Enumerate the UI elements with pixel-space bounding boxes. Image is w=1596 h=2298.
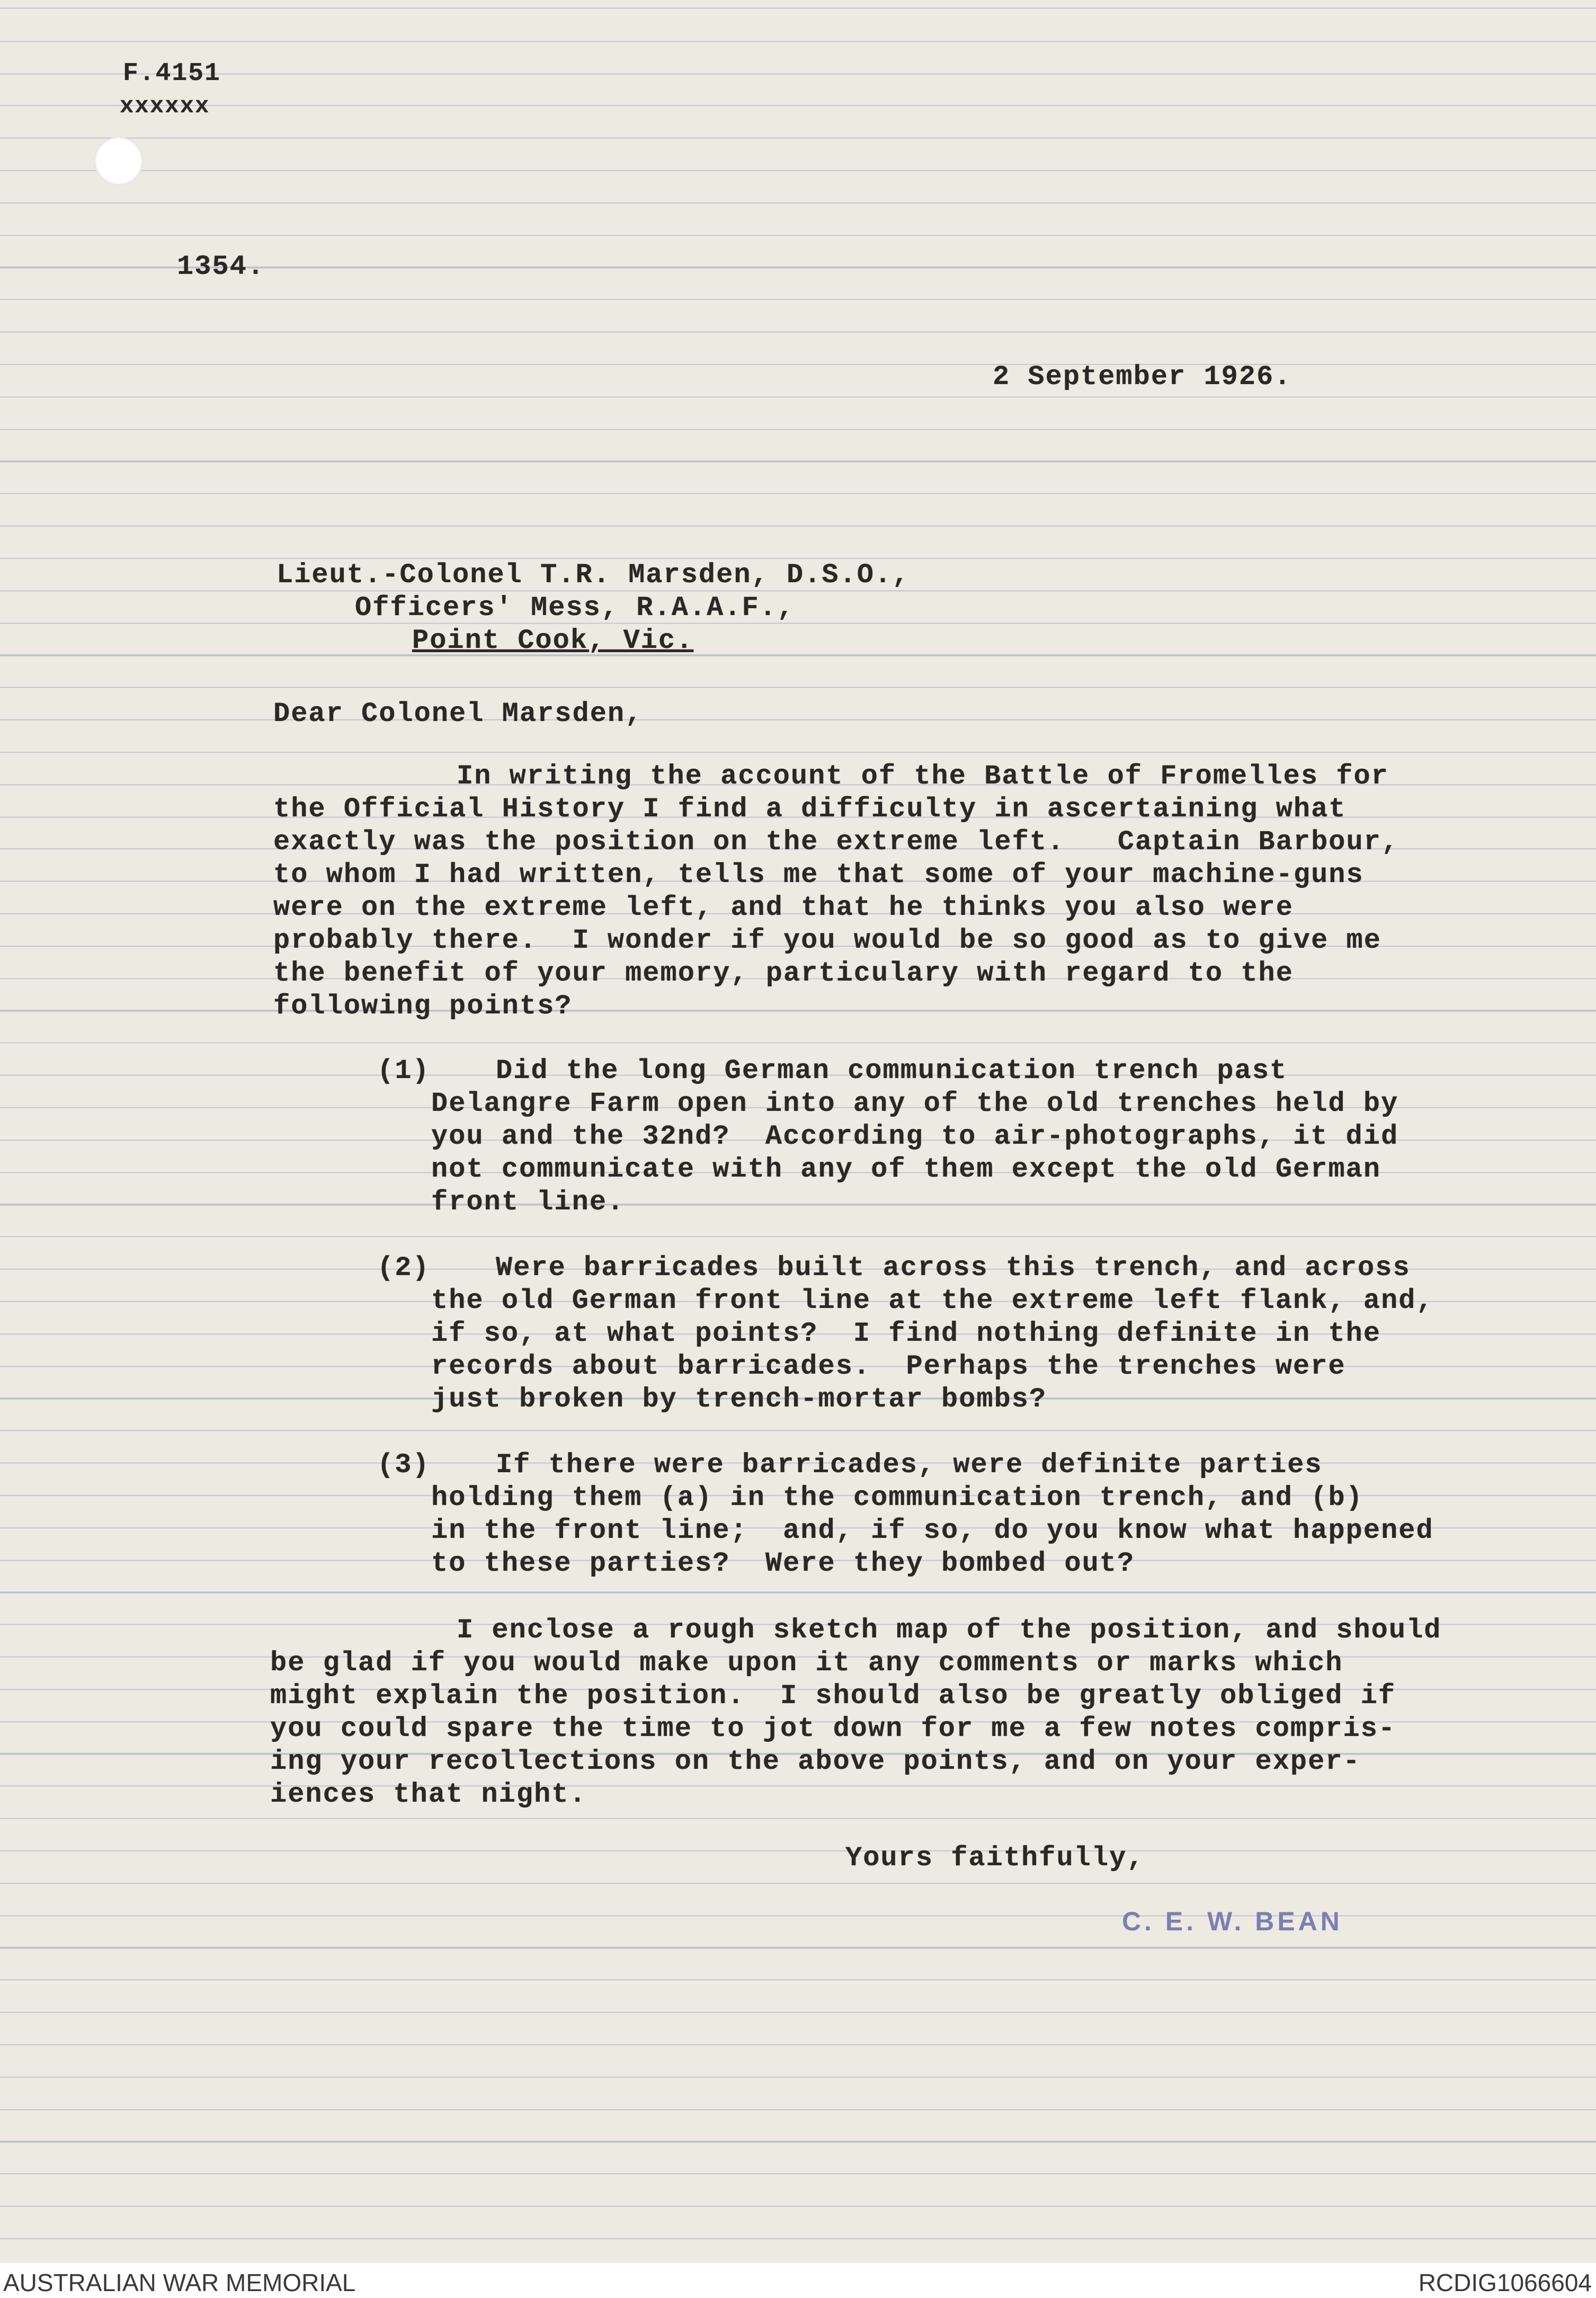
text-line: were on the extreme left, and that he thinks you also were <box>273 892 1294 923</box>
closing: Yours faithfully, <box>845 1842 1145 1874</box>
address-line-3: Point Cook, Vic. <box>412 625 694 656</box>
file-reference: F.4151 <box>123 59 221 88</box>
text-line: records about barricades. Perhaps the trenches were <box>431 1351 1346 1382</box>
text-line: if so, at what points? I find nothing definite in the <box>431 1318 1381 1349</box>
text-line: to these parties? Were they bombed out? <box>431 1548 1135 1579</box>
text-line: you and the 32nd? According to air-photographs, it did <box>431 1121 1399 1152</box>
archive-footer <box>0 2263 1596 2298</box>
point-label: (1) <box>377 1055 430 1086</box>
text-line: be glad if you would make upon it any comments or marks which <box>270 1647 1343 1679</box>
point-label: (3) <box>377 1449 430 1481</box>
text-line: not communicate with any of them except the old German <box>431 1154 1381 1185</box>
text-line: If there were barricades, were definite parties <box>496 1449 1323 1481</box>
text-line: just broken by trench-mortar bombs? <box>431 1384 1047 1415</box>
signature-stamp: C. E. W. BEAN <box>1122 1907 1343 1936</box>
text-line: exactly was the position on the extreme left. Captain Barbour, <box>273 826 1399 858</box>
salutation: Dear Colonel Marsden, <box>273 698 643 729</box>
text-line: In writing the account of the Battle of Fromelles for <box>457 761 1389 792</box>
address-line-2: Officers' Mess, R.A.A.F., <box>355 592 795 624</box>
text-line: the Official History I find a difficulty in ascertaining what <box>273 794 1347 825</box>
text-line: holding them (a) in the communication trench, and (b) <box>431 1482 1363 1513</box>
text-line: ing your recollections on the above points, and on your exper- <box>270 1746 1361 1777</box>
text-line: might explain the position. I should also be greatly obliged if <box>270 1680 1396 1712</box>
text-line: front line. <box>431 1187 625 1218</box>
letter-date: 2 September 1926. <box>993 361 1292 393</box>
text-line: Were barricades built across this trench, and across <box>496 1252 1411 1284</box>
text-line: iences that night. <box>270 1779 587 1810</box>
text-line: probably there. I wonder if you would be so good as to give me <box>273 925 1381 956</box>
text-line: the benefit of your memory, particulary with regard to the <box>273 958 1294 989</box>
text-line: following points? <box>273 991 573 1022</box>
text-line: in the front line; and, if so, do you know what happened <box>431 1515 1434 1546</box>
text-line: Did the long German communication trench past <box>496 1055 1288 1086</box>
text-line: to whom I had written, tells me that some of your machine-guns <box>273 859 1364 890</box>
text-line: Delangre Farm open into any of the old trenches held by <box>431 1088 1399 1119</box>
letter-number: 1354. <box>177 251 265 282</box>
text-line: you could spare the time to jot down for me a few notes compris- <box>270 1713 1396 1744</box>
struck-out-reference: xxxxxx <box>120 93 210 120</box>
footer-institution: AUSTRALIAN WAR MEMORIAL <box>3 2269 356 2296</box>
point-label: (2) <box>377 1252 430 1284</box>
punch-hole <box>94 137 143 185</box>
address-line-1: Lieut.-Colonel T.R. Marsden, D.S.O., <box>277 559 910 591</box>
footer-record-id: RCDIG1066604 <box>1418 2269 1592 2296</box>
text-line: I enclose a rough sketch map of the position, and should <box>457 1615 1442 1646</box>
text-line: the old German front line at the extreme left flank, and, <box>431 1285 1434 1316</box>
